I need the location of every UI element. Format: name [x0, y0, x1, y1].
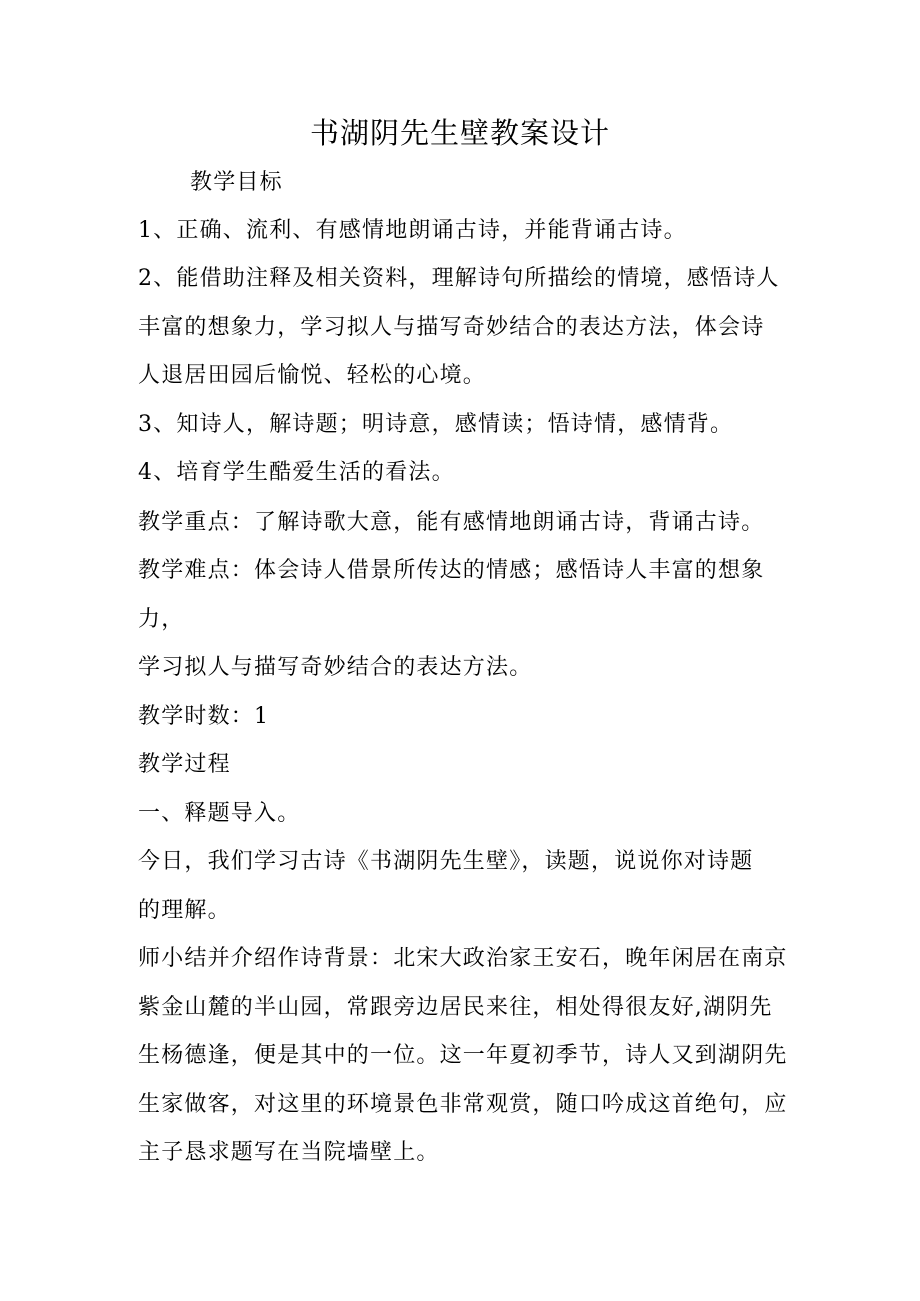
- teaching-difficulties-cont-2: 学习拟人与描写奇妙结合的表达方法。: [138, 655, 533, 680]
- objective-item-4: 4、培育学生酷爱生活的看法。: [138, 460, 455, 485]
- intro-paragraph-line-2: 的理解。: [138, 898, 231, 923]
- teaching-hours: 教学时数：1: [138, 704, 270, 729]
- objective-item-2-cont-1: 丰富的想象力，学习拟人与描写奇妙结合的表达方法，体会诗: [138, 315, 765, 340]
- intro-paragraph-line-1: 今日，我们学习古诗《书湖阴先生壁》，读题，说说你对诗题: [138, 849, 754, 874]
- background-paragraph-line-1: 师小结并介绍作诗背景：北宋大政治家王安石，晚年闲居在南京: [138, 946, 788, 971]
- teaching-difficulties: 教学难点：体会诗人借景所传达的情感；感悟诗人丰富的想象: [138, 558, 765, 583]
- background-paragraph-line-4: 生家做客，对这里的环境景色非常观赏，随口吟成这首绝句，应: [138, 1092, 788, 1117]
- document-title: 书湖阴先生壁教案设计: [309, 116, 610, 150]
- background-paragraph-line-5: 主子恳求题写在当院墙壁上。: [138, 1140, 440, 1165]
- objective-item-2: 2、能借助注释及相关资料，理解诗句所描绘的情境，感悟诗人: [138, 266, 780, 291]
- step-heading-intro: 一、释题导入。: [138, 801, 301, 826]
- background-paragraph-line-2: 紫金山麓的半山园，常跟旁边居民来往，相处得很友好,湖阴先: [138, 995, 773, 1020]
- objective-item-2-cont-2: 人退居田园后愉悦、轻松的心境。: [138, 363, 487, 388]
- section-heading-objectives: 教学目标: [190, 170, 283, 195]
- objective-item-1: 1、正确、流利、有感情地朗诵古诗，并能背诵古诗。: [138, 218, 687, 243]
- background-paragraph-line-3: 生杨德逢，便是其中的一位。这一年夏初季节，诗人又到湖阴先: [138, 1043, 788, 1068]
- section-heading-process: 教学过程: [138, 752, 231, 777]
- objective-item-3: 3、知诗人，解诗题；明诗意，感情读；悟诗情，感情背。: [138, 412, 734, 437]
- teaching-key-points: 教学重点：了解诗歌大意，能有感情地朗诵古诗，背诵古诗。: [138, 510, 765, 535]
- teaching-difficulties-cont-1: 力，: [138, 607, 185, 632]
